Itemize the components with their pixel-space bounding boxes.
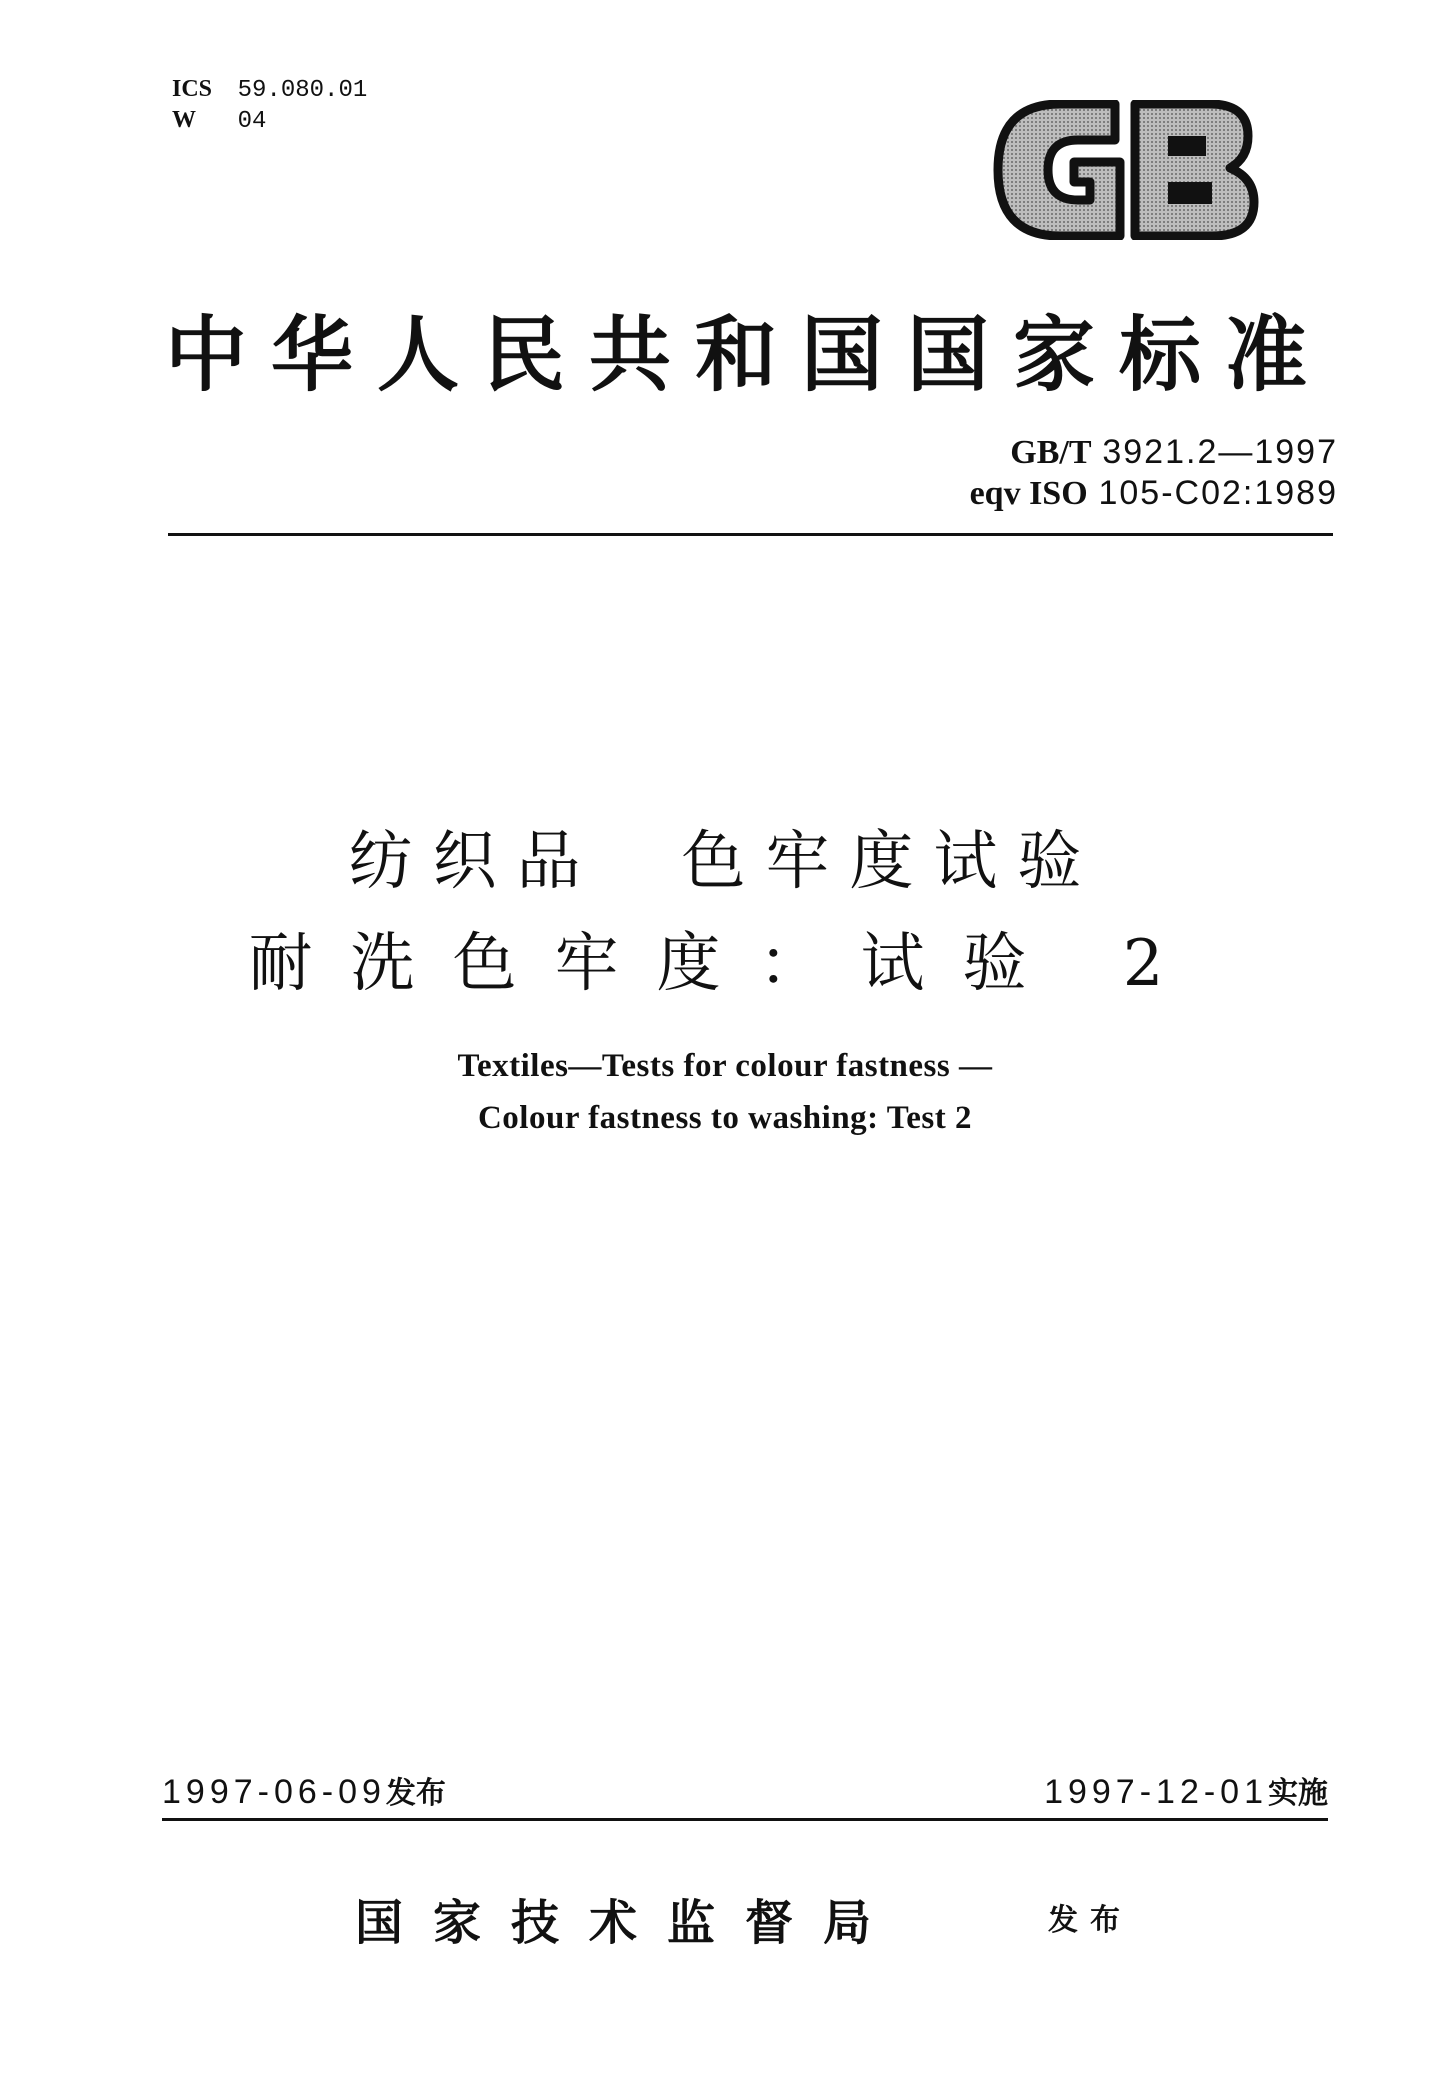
w-row bbox=[172, 105, 367, 136]
publisher-name: 国家技术监督局 bbox=[355, 1895, 902, 1951]
gb-logo bbox=[990, 100, 1260, 240]
classification-codes bbox=[172, 74, 367, 136]
w-value: 04 bbox=[237, 108, 267, 135]
issue-label: 发布 bbox=[385, 1776, 446, 1811]
w-label: W bbox=[172, 107, 196, 133]
title-chinese-line2: 耐洗色牢度：试验 2 bbox=[248, 927, 1202, 1001]
standard-number: 3921.2—1997 bbox=[1102, 433, 1338, 471]
implementation-label: 实施 bbox=[1268, 1776, 1328, 1811]
equivalence-row bbox=[970, 473, 1338, 514]
title-chinese-line1: 纺织品 色牢度试验 bbox=[348, 825, 1102, 899]
issue-date-block bbox=[162, 1768, 446, 1812]
equivalence-label: eqv ISO bbox=[969, 475, 1088, 512]
implementation-date-block bbox=[1044, 1768, 1328, 1812]
ics-value: 59.080.01 bbox=[237, 77, 368, 104]
issue-date: 1997-06-09 bbox=[162, 1773, 386, 1811]
equivalence-number: 105-C02:1989 bbox=[1098, 474, 1338, 512]
standard-label: GB/T bbox=[1010, 434, 1092, 471]
title-english-line1: Textiles—Tests for colour fastness — bbox=[457, 1048, 993, 1084]
ics-row bbox=[172, 74, 367, 105]
title-english-line2: Colour fastness to washing: Test 2 bbox=[477, 1100, 973, 1136]
header-divider bbox=[168, 533, 1333, 536]
standard-number-block bbox=[970, 432, 1338, 514]
standard-number-row bbox=[970, 432, 1338, 473]
ics-label: ICS bbox=[172, 76, 213, 102]
footer-divider bbox=[162, 1818, 1328, 1821]
standard-title: 中华人民共和国国家标准 bbox=[165, 307, 1332, 403]
implementation-date: 1997-12-01 bbox=[1044, 1773, 1268, 1811]
publish-label: 发布 bbox=[1048, 1903, 1132, 1938]
